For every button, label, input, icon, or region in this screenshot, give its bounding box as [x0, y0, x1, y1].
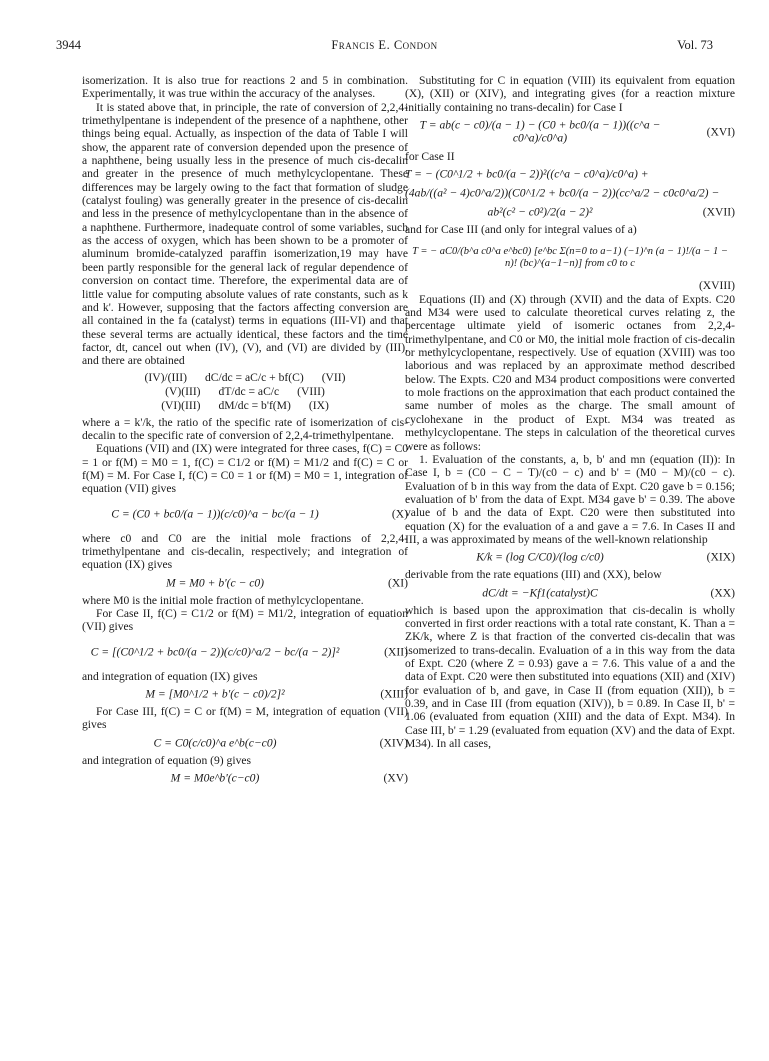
equation-number: (VIII): [297, 384, 325, 398]
equation-expr: T = ab(c − c0)/(a − 1) − (C0 + bc0/(a − 1))((c^a − c0^a)/c0^a): [419, 118, 661, 146]
equation-number: (XVII): [702, 205, 735, 219]
paragraph: where M0 is the initial mole fraction of methylcyclopentane.: [82, 593, 364, 607]
equation-xix: [405, 549, 735, 565]
equation-expr: dC/dc = aC/c + bf(C): [204, 370, 304, 384]
equation-xvi: [405, 117, 735, 147]
equation-number: (XVIII): [698, 278, 735, 292]
paragraph: where c0 and C0 are the initial mole fractions of 2,2,4-trimethylpentane and cis-decalin, respectively; and integration of equation (IX) gives: [82, 531, 408, 572]
equation-row: [82, 385, 408, 399]
paragraph: where a = k'/k, the ratio of the specific rate of isomerization of cis-decalin to the specific rate of conversion of 2,2,4-trimethylpentane.: [82, 415, 408, 442]
equation-ref: (VI)(III): [161, 398, 201, 412]
equation-number: (XVI): [706, 125, 735, 139]
equation-xi: [82, 575, 408, 591]
equation-expr: M = M0 + b'(c − c0): [165, 575, 265, 589]
paragraph: For Case II, f(C) = C1/2 or f(M) = M1/2, integration of equation (VII) gives: [82, 607, 408, 634]
equation-expr: (4ab/((a² − 4)c0^a/2))(C0^1/2 + bc0/(a − 2))(cc^a/2 − c0c0^a/2) −: [405, 186, 720, 200]
page-number: 3944: [56, 38, 81, 52]
paragraph: 1. Evaluation of the constants, a, b, b' and mn (equation (II)): In Case I, b = (C0 − C − T)/(c0 − c) and b' = (M0 − M)/(c0 − c). Evaluation of b in this way from the data of Expt. C20 gave b = 0.156; evaluation of b' from the data of Expt. M34 gave b' = 0.39. The above value of b and the data of Expt. C20 were then substituted into equation (X) for the evaluation of a and gave a = 7.6. In Cases II and III, a was approximated by means of the well-known relationship: [405, 452, 735, 546]
equation-number: (XIX): [706, 550, 735, 564]
equation-ref: (IV)/(III): [144, 370, 187, 384]
equation-expr: C = C0(c/c0)^a e^b(c−c0): [153, 736, 277, 750]
paragraph: Substituting for C in equation (VIII) its equivalent from equation (X), (XII) or (XIV), and integrating gives (for a reaction mixture initially containing no trans-decalin) for Case I: [405, 74, 735, 114]
equation-expr: T = − aC0/(b^a c0^a e^bc0) [e^bc Σ(n=0 to a−1) (−1)^n (a − 1)!/(a − 1 − n)! (bc)^(a−1−n)] from c0 to c: [412, 245, 728, 269]
paragraph: and integration of equation (9) gives: [82, 753, 252, 767]
paragraph: derivable from the rate equations (III) and (XX), below: [405, 568, 662, 582]
equation-expr: M = [M0^1/2 + b'(c − c0)/2]²: [145, 687, 285, 701]
paragraph: Equations (II) and (X) through (XVII) and the data of Expts. C20 and M34 were used to calculate theoretical curves relating z, the percentage ultimate yield of isomeric octanes from 2,2,4-trimethylpentane, and C0 or M0, the initial mole fraction of cis-decalin or methylcyclopentane, respectively. Use of equation (XVIII) was too laborious and was replaced by an approximate method described below. The Expts. C20 and M34 product compositions were converted to mole fractions on the approximation that each product contained the same number of moles as the charge. The small amount of cyclohexane in the product of Expt. M34 was treated as methylcyclopentane. The steps in calculation of the theoretical curves were as follows:: [405, 292, 735, 453]
equation-number: (XIII): [380, 687, 408, 701]
equation-xvii-line1: [405, 166, 735, 182]
equation-xiii: [82, 686, 408, 702]
right-column: [405, 74, 735, 750]
running-author: Francis E. Condon: [331, 38, 438, 52]
equation-x: [82, 499, 408, 529]
paragraph: and integration of equation (IX) gives: [82, 669, 258, 683]
left-column: [82, 74, 408, 789]
equation-xiv: [82, 735, 408, 751]
paragraph: It is stated above that, in principle, the rate of conversion of 2,2,4-trimethylpentane is independent of the presence of a naphthene, other things being equal. Actually, as inspection of the data of Table I will show, the apparent rate of conversion depended upon the presence of a naphthene, being usually less in the presence of much cis-decalin and greater in the presence of much methylcyclopentane. These differences may be largely owing to the fact that formation of sludge (catalyst fouling) was generally greater in the presence of cis-decalin and less in the presence of methylcyclopentane than in the absence of a naphthene. Furthermore, inadequate control of some variables, such as the access of oxygen, which has been shown to be a promoter of aluminum bromide-catalyzed paraffin isomerization,19 may have been partly responsible for the general lack of regular dependence of conversion on contact time. Therefore, the experimental data are of little value for computing absolute values of rate constants, such as k and k'. However, supposing that the factors affecting conversion are all contained in the fa (catalyst) terms in equations (III-VI) and that these several terms are actually identical, these factors and the time factor, dt, cancel out when (IV), (V), and (VI) are divided by (III), and there are obtained: [82, 100, 408, 368]
equation-expr: K/k = (log C/C0)/(log c/c0): [476, 550, 604, 564]
equation-number: (XIV): [379, 736, 408, 750]
equation-xx: [405, 585, 735, 601]
equation-expr: dC/dt = −Kf1(catalyst)C: [482, 585, 598, 599]
equation-xviii-number-row: [405, 279, 735, 293]
equation-expr: T = − (C0^1/2 + bc0/(a − 2))²((c^a − c0^a)/c0^a) +: [405, 167, 649, 181]
paragraph: isomerization. It is also true for reactions 2 and 5 in combination. Experimentally, it was true within the accuracy of the analyses.: [82, 74, 408, 101]
equation-list: [82, 371, 408, 413]
paragraph: Equations (VII) and (IX) were integrated for three cases, f(C) = C0 = 1 or f(M) = M0 = 1, f(C) = C1/2 or f(M) = M1/2 and f(C) = C or f(M) = M. For Case I, f(C) = C0 = 1 or f(M) = M0 = 1, integration of equation (VII) gives: [82, 442, 408, 496]
equation-number: (IX): [308, 398, 329, 412]
equation-number: (VII): [321, 370, 346, 384]
equation-number: (XX): [710, 585, 735, 599]
equation-ref: (V)(III): [165, 384, 201, 398]
paragraph: and for Case III (and only for integral values of a): [405, 223, 637, 237]
equation-expr: dT/dc = aC/c: [218, 384, 280, 398]
equation-expr: ab²(c² − c0²)/2(a − 2)²: [487, 205, 593, 219]
equation-xvii-line2: [405, 185, 735, 201]
equation-xii: [82, 637, 408, 667]
equation-number: (XII): [384, 645, 408, 659]
paragraph: For Case III, f(C) = C or f(M) = M, integration of equation (VII) gives: [82, 705, 408, 732]
equation-xv: [82, 770, 408, 786]
equation-number: (XI): [388, 575, 408, 589]
equation-expr: dM/dc = b'f(M): [218, 398, 291, 412]
paragraph: which is based upon the approximation that cis-decalin is wholly converted in first order reactions with a total rate constant, K. Than a = ZK/k, where Z is that fraction of the converted cis-decalin that was isomerized to trans-decalin. Evaluation of a in this way from the data of Expt. C20 (where Z = 0.93) gave a = 7.6. This value of a and the data of Expt. C20 were then substituted into equations (XII) and (XIV) for evaluation of b, and gave, in Case II (from equation (XII)), b = 0.39, and in Case III (from equation (XIV)), b = 0.89. In Case II, b' = 1.06 (evaluated from equation (XIII) and the data of Expt. M34). In Case III, b' = 1.29 (evaluated from equation (XV) and the data of Expt. M34). In all cases,: [405, 603, 735, 751]
paragraph: for Case II: [405, 150, 455, 164]
equation-expr: C = [(C0^1/2 + bc0/(a − 2))(c/c0)^a/2 − bc/(a − 2)]²: [90, 645, 340, 659]
equation-number: (XV): [383, 771, 408, 785]
equation-expr: M = M0e^b'(c−c0): [170, 771, 260, 785]
equation-row: [82, 371, 408, 385]
equation-xviii: [405, 240, 735, 276]
page-header: [56, 38, 713, 58]
equation-number: (X): [391, 506, 408, 520]
equation-expr: C = (C0 + bc0/(a − 1))(c/c0)^a − bc/(a − 1): [111, 506, 319, 520]
equation-xvii-line3: [405, 204, 735, 220]
volume-label: Vol. 73: [677, 38, 713, 52]
equation-row: [82, 399, 408, 413]
